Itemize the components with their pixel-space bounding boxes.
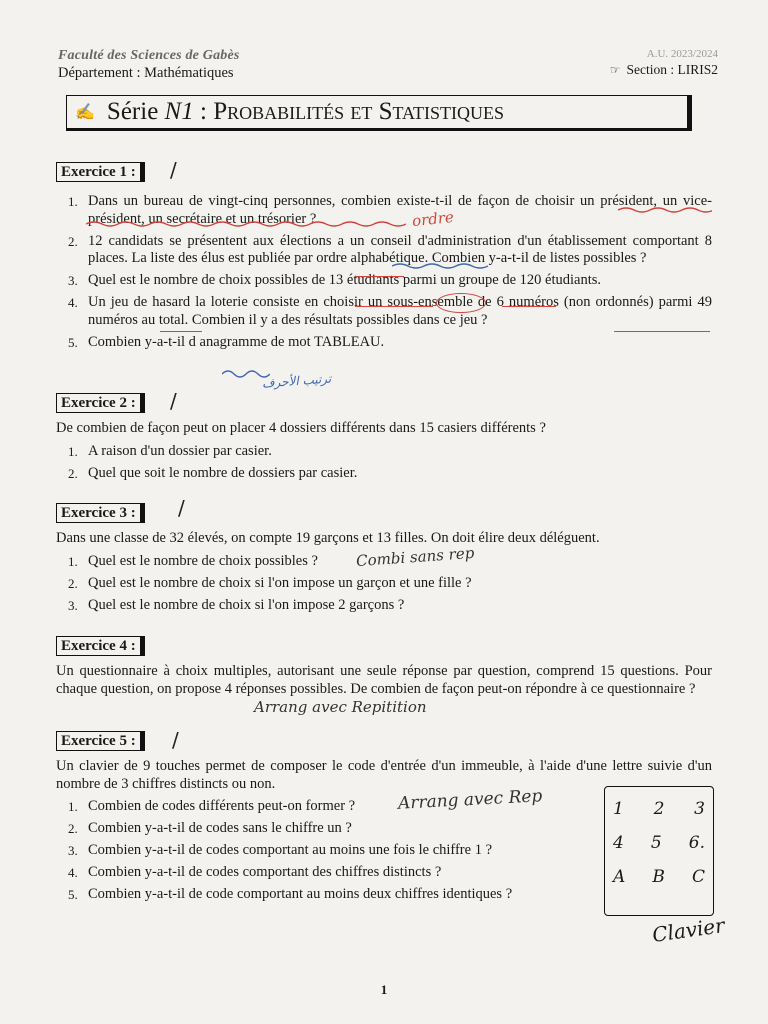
keypad-caption: Clavier [650,913,727,947]
page-number: 1 [380,982,388,997]
item-text: Quel est le nombre de choix possibles de 13 étudiants parmi un groupe de 120 étudiants. [88,272,602,288]
handwritten-ex3-note: Combi sans rep [355,543,475,571]
keypad-sketch [604,786,714,916]
title-number: N1 [164,98,194,125]
item-text: Combien y-a-t-il de codes comportant des chiffres distincts ? [88,864,442,880]
handwritten-ex4-note: Arrang avec Repitition [254,698,427,716]
exercise-3-intro: Dans une classe de 32 élevés, on compte 19 garçons et 13 filles. On doit élire deux déléguent. [56,530,600,546]
section-line [610,62,718,78]
title-serie: Série [106,98,159,125]
title-box [66,95,692,131]
wavy-underline [86,220,406,228]
list-item: 3. Combien y-a-t-il de codes comportant au moins une fois le chiffre 1 ? [68,842,493,858]
exercise-2-label: Exercice 2 : [56,393,145,413]
list-item: 4. Combien y-a-t-il de codes comportant des chiffres distincts ? [68,864,442,880]
list-item: 2. Quel est le nombre de choix si l'on impose un garçon et une fille ? [68,575,472,591]
handwritten-arabic-note: ترتيب الأحرف [261,371,332,391]
exercise-2-intro: De combien de façon peut on placer 4 dossiers différents dans 15 casiers différents ? [56,420,546,436]
page-title [107,98,504,126]
red-underline [160,331,202,332]
keypad-key: 2 [653,799,665,819]
keypad-key: 3 [694,799,705,819]
keypad-key: 4 [613,833,624,853]
item-text: A raison d'un dossier par casier. [88,443,272,459]
item-text: Quel est le nombre de choix si l'on impose un garçon et une fille ? [88,575,472,591]
header-right [610,48,718,78]
red-circle [436,293,486,313]
keypad-row [605,867,713,887]
item-text: Quel est le nombre de choix possibles ? [88,553,318,569]
list-item: 4. Un jeu de hasard la loterie consiste en choisir un sous-ensemble de 6 numéros (non ordonnés) parmi 49 numéros au total. Combien il y a des résultats possibles dans ce jeu ? [68,294,712,328]
red-underline [355,306,433,307]
list-item: 3. Quel est le nombre de choix si l'on impose 2 garçons ? [68,597,405,613]
academic-year: A.U. 2023/2024 [646,48,718,60]
keypad-key: 6. [688,833,705,853]
list-item: 2. Quel que soit le nombre de dossiers par casier. [68,465,358,481]
title-sep: : [193,98,214,125]
exercise-3-label: Exercice 3 : [56,503,145,523]
check-mark: / [178,496,185,520]
wavy-underline-blue [392,262,492,270]
writing-hand-icon: ✍ [75,104,95,121]
list-item: 2. Combien y-a-t-il de codes sans le chiffre un ? [68,820,352,836]
exercise-5-intro: Un clavier de 9 touches permet de composer le code d'entrée d'un immeuble, à l'aide d'une lettre suivie d'un nombre de 3 chiffres distincts ou non. [56,758,712,792]
red-underline [502,306,556,307]
item-text: Combien y-a-t-il de codes comportant au moins une fois le chiffre 1 ? [88,842,493,858]
list-item: 5. Combien y-a-t-il de code comportant au moins deux chiffres identiques ? [68,886,513,902]
item-text: Combien y-a-t-il d anagramme de mot TABLEAU. [88,333,385,350]
handwritten-ex5-note: Arrang avec Rep [397,786,543,814]
wavy-underline [618,206,712,214]
list-item: 3. Quel est le nombre de choix possibles de 13 étudiants parmi un groupe de 120 étudiants. [68,272,602,288]
list-item: 1. Dans un bureau de vingt-cinq personnes, combien existe-t-il de façon de choisir un président, un vice-président, un secrétaire et un trésorier ? [68,193,712,227]
exercise-5-list [66,798,586,908]
red-underline [614,331,710,332]
section-label: Section : LIRIS2 [626,62,718,77]
exercise-2-list [66,443,712,487]
keypad-key: B [652,867,665,887]
item-text: Quel que soit le nombre de dossiers par casier. [88,465,358,481]
keypad-key: 5 [650,833,662,853]
item-text: Combien y-a-t-il de code comportant au moins deux chiffres identiques ? [88,886,513,902]
keypad-row [605,799,713,819]
exercise-4-intro: Un questionnaire à choix multiples, autorisant une seule réponse par question, comprend 15 questions. Pour chaque question, on propose 4 réponses possibles. De combien de façon peut-on répondre à ce questionnaire ? [56,663,712,697]
list-item: 1. Quel est le nombre de choix possibles ? [68,553,318,569]
handwritten-ordre: ordre [411,207,455,231]
check-mark: / [172,728,179,752]
check-mark: / [170,158,177,182]
item-text: Combien de codes différents peut-on former ? [88,798,356,814]
item-text: Quel est le nombre de choix si l'on impose 2 garçons ? [88,597,405,613]
faculty-name: Faculté des Sciences de Gabès [58,48,240,63]
list-item: 1. Combien de codes différents peut-on former ? [68,798,356,814]
item-text: Dans un bureau de vingt-cinq personnes, combien existe-t-il de façon de choisir un président, un vice-président, un secrétaire et un trésorier ? [88,193,712,227]
keypad-key: A [613,867,626,887]
header [58,48,718,82]
exercise-5-label: Exercice 5 : [56,731,145,751]
exercise-4-label: Exercice 4 : [56,636,145,656]
keypad-key: C [691,867,705,887]
list-item: 1. A raison d'un dossier par casier. [68,443,272,459]
check-mark: / [170,389,177,413]
pointing-hand-icon: ☞ [609,63,621,77]
list-item: 5. Combien y-a-t-il d anagramme de mot TABLEAU. [68,333,385,350]
item-text: 12 candidats se présentent aux élections a un conseil d'administration d'un établissement comportant 8 places. La liste des élus est publiée par ordre alphabétique. Combien y-a-t-il de listes possibles ? [88,232,712,266]
title-subject: Probabilités et Statistiques [213,98,505,125]
keypad-key: 1 [613,799,624,819]
list-item: 2. 12 candidats se présentent aux élections a un conseil d'administration d'un établissement comportant 8 places. La liste des élus est publiée par ordre alphabétique. Combien y-a-t-il de listes possibles ? [68,232,712,266]
department: Département : Mathématiques [58,65,234,81]
item-text: Combien y-a-t-il de codes sans le chiffre un ? [88,820,352,836]
red-underline [356,276,404,277]
item-text: Un jeu de hasard la loterie consiste en choisir un sous-ensemble de 6 numéros (non ordonnés) parmi 49 numéros au total. Combien il y a des résultats possibles dans ce jeu ? [88,294,712,328]
keypad-row [605,833,713,853]
exercise-1-label: Exercice 1 : [56,162,145,182]
